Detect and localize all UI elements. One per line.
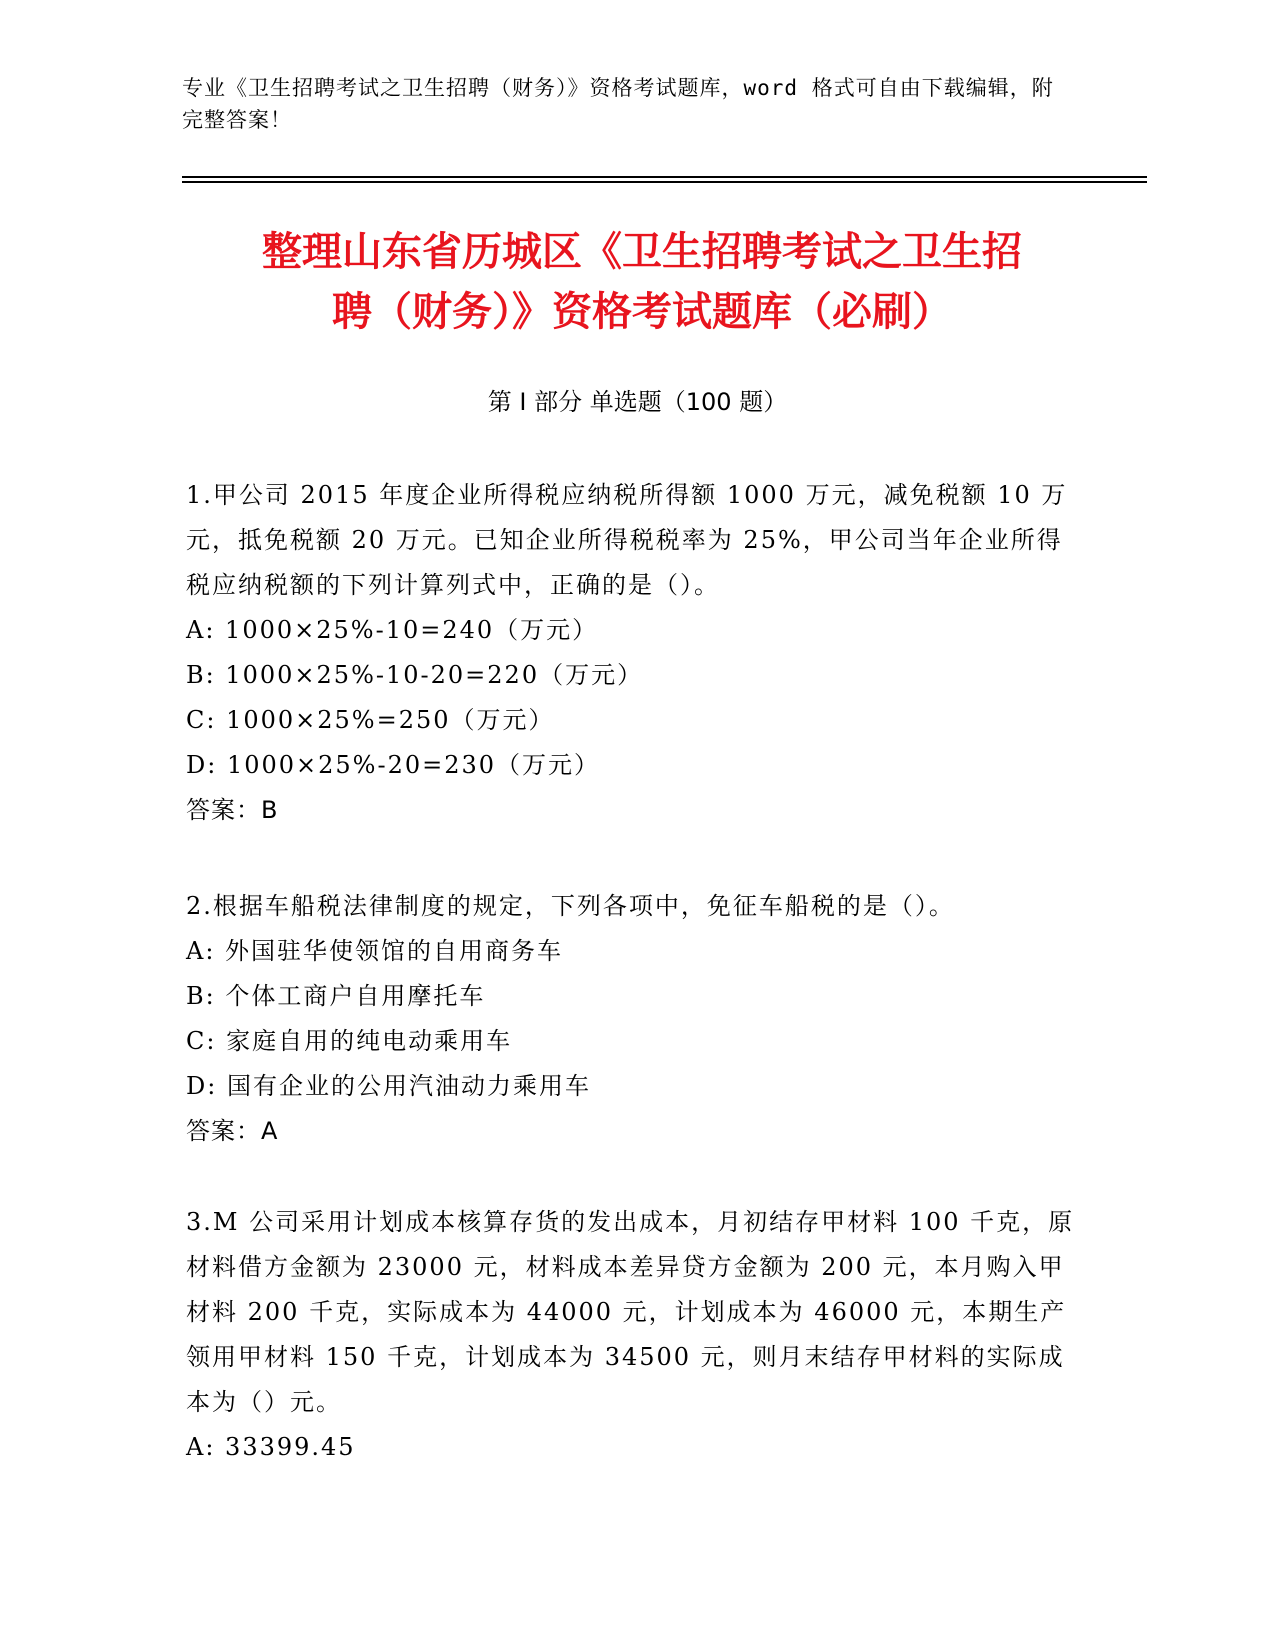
- option-c: C: 1000×25%=250（万元）: [186, 706, 555, 734]
- header-rule-bottom: [182, 181, 1147, 183]
- header-rule-top: [182, 176, 1147, 178]
- document-title: [182, 222, 1102, 342]
- title-line-2: 聘（财务）》资格考试题库（必刷）: [332, 289, 952, 335]
- option-c: C: 家庭自用的纯电动乘用车: [186, 1027, 513, 1055]
- title-line-1: 整理山东省历城区《卫生招聘考试之卫生招: [262, 229, 1022, 275]
- question-3: [186, 1200, 1086, 1470]
- option-d: D: 1000×25%-20=230（万元）: [186, 751, 601, 779]
- option-a: A: 1000×25%-10=240（万元）: [186, 616, 599, 644]
- section-heading: 第 I 部分 单选题（100 题）: [487, 388, 788, 416]
- option-b: B: 个体工商户自用摩托车: [186, 982, 486, 1010]
- header-note: 专业《卫生招聘考试之卫生招聘（财务）》资格考试题库，word 格式可自由下载编辑，附完整答案！: [182, 76, 1054, 132]
- question-stem: 3.M 公司采用计划成本核算存货的发出成本，月初结存甲材料 100 千克，原材料借方金额为 23000 元，材料成本差异贷方金额为 200 元，本月购入甲材料 200 千克，实际成本为 44000 元，计划成本为 46000 元，本期生产领用甲材料 150 千克，计划成本为 34500 元，则月末结存甲材料的实际成本为（）元。: [186, 1208, 1075, 1416]
- question-stem: 2.根据车船税法律制度的规定，下列各项中，免征车船税的是（）。: [186, 892, 955, 920]
- answer-label: 答案：A: [186, 1117, 279, 1145]
- option-b: B: 1000×25%-10-20=220（万元）: [186, 661, 644, 689]
- option-a: A: 外国驻华使领馆的自用商务车: [186, 937, 564, 965]
- option-d: D: 国有企业的公用汽油动力乘用车: [186, 1072, 591, 1100]
- option-a: A: 33399.45: [186, 1433, 356, 1461]
- question-stem: 1.甲公司 2015 年度企业所得税应纳税所得额 1000 万元，减免税额 10 万元，抵免税额 20 万元。已知企业所得税税率为 25%，甲公司当年企业所得税应纳税额的下列计算列式中，正确的是（）。: [186, 481, 1068, 599]
- question-2: [186, 884, 1086, 1154]
- question-1: [186, 473, 1086, 833]
- answer-label: 答案：B: [186, 796, 279, 824]
